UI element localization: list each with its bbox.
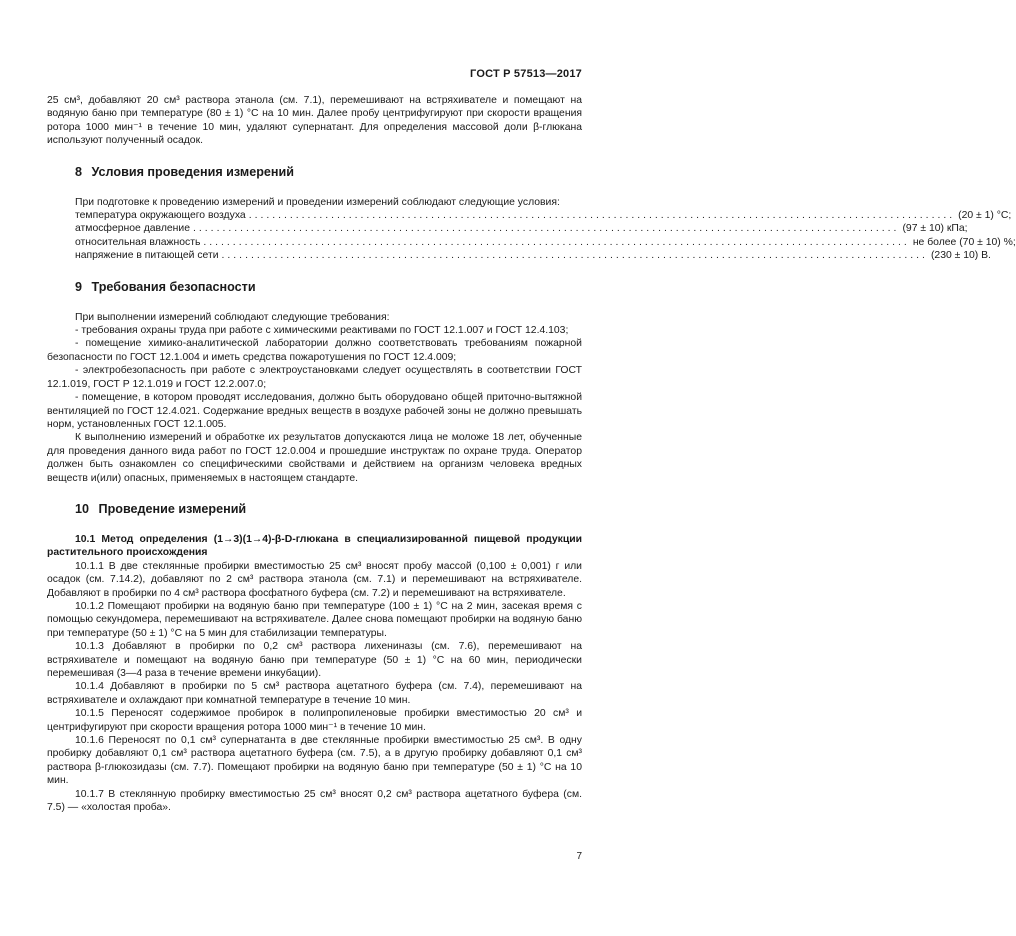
condition-label: относительная влажность [75,236,201,248]
condition-row [47,236,1016,249]
leader-dots: ........................................................................................................................ [203,236,910,248]
condition-row [47,222,968,235]
condition-row [47,209,1012,222]
condition-value: (230 ± 10) В. [930,250,991,262]
leader-dots: ........................................................................................................................ [221,250,928,262]
section-8-heading [75,164,582,180]
page-number: 7 [576,851,582,862]
procedure-step: 10.1.6 Переносят по 0,1 см³ супернатанта в две стеклянные пробирки вместимостью 25 см³. В одну пробирку добавляют 0,1 см³ раствора ацетатного буфера (см. 7.5), а в другую пробирку добавляют 0,1 см³ раствора β-глюкозидазы (см. 7.7). Помещают пробирки на водяную баню при температуре (50 ± 1) °С на 10 мин. [47,735,582,787]
condition-label: напряжение в питающей сети [75,250,219,262]
condition-value: (20 ± 1) °С; [958,210,1012,222]
section-title: Требования безопасности [91,279,256,294]
procedure-step: 10.1.7 В стеклянную пробирку вместимостью 25 см³ вносят 0,2 см³ раствора ацетатного буфера (см. 7.5) — «холостая проба». [47,788,582,814]
page-content [47,94,1016,814]
procedure-step: 10.1.4 Добавляют в пробирки по 5 см³ раствора ацетатного буфера (см. 7.4), перемешивают на встряхивателе и охлаждают при комнатной температуре в течение 10 мин. [47,681,582,706]
requirement-item: - помещение, в котором проводят исследования, должно быть оборудовано общей приточно-вытяжной вентиляцией по ГОСТ 12.4.021. Содержание вредных веществ в воздухе рабочей зоны не должно превышать норм, установленных ГОСТ 12.1.005. [47,392,582,430]
condition-label: атмосферное давление [75,223,191,235]
section-10-heading [75,501,582,517]
condition-label: температура окружающего воздуха [75,210,246,222]
section-number: 8 [75,164,83,179]
condition-value: (97 ± 10) кПа; [902,223,968,235]
procedure-step: 10.1.3 Добавляют в пробирки по 0,2 см³ раствора лихениназы (см. 7.6), перемешивают на встряхивателе и помещают на водяную баню при температуре (50 ± 1) °С на 60 мин, периодически перемешивая (3—4 раза в течение времени инкубации). [47,641,582,679]
section-number: 10 [75,501,90,516]
intro-paragraph: 25 см³, добавляют 20 см³ раствора этанола (см. 7.1), перемешивают на встряхивателе и помещают на водяную баню при температуре (80 ± 1) °С на 10 мин. Далее пробу центрифугируют при скорости вращения ротора 1000 мин⁻¹ в течение 10 мин, удаляют супернатант. Для определения массовой доли β-глюкана используют полученный осадок. [47,95,582,147]
subsection-title: 10.1 Метод определения (1→3)(1→4)-β-D-глюкана в специализированной пищевой продукции растительного происхождения [47,533,582,559]
procedure-step: 10.1.5 Переносят содержимое пробирок в полипропиленовые пробирки вместимостью 20 см³ и центрифугируют при скорости вращения ротора 1000 мин⁻¹ в течение 10 мин. [47,708,582,733]
requirement-item: - помещение химико-аналитической лаборатории должно соответствовать требованиям пожарной безопасности по ГОСТ 12.1.004 и иметь средства пожаротушения по ГОСТ 12.4.009; [47,338,582,363]
section-title: Проведение измерений [98,501,247,516]
document-code: ГОСТ Р 57513—2017 [470,68,582,80]
condition-row [47,249,991,262]
leader-dots: ........................................................................................................................ [248,210,956,222]
section-9-heading [75,279,582,295]
leader-dots: ........................................................................................................................ [193,223,900,235]
requirement-item: - требования охраны труда при работе с химическими реактивами по ГОСТ 12.1.007 и ГОСТ 12.4.103; [75,325,569,337]
condition-value: не более (70 ± 10) %; [912,236,1016,248]
section-9-closing: К выполнению измерений и обработке их результатов допускаются лица не моложе 18 лет, обученные для проведения данного вида работ по ГОСТ 12.0.004 и прошедшие инструктаж по охране труда. Оператор должен быть ознакомлен со специфическими свойствами и действием на организм человека вредных веществ и(или) опасных, применяемых в настоящем стандарте. [47,432,582,484]
section-9-intro: При выполнении измерений соблюдают следующие требования: [75,311,390,323]
requirement-item: - электробезопасность при работе с электроустановками следует осуществлять в соответствии ГОСТ 12.1.019, ГОСТ Р 12.1.019 и ГОСТ 12.2.007.0; [47,365,582,390]
procedure-step: 10.1.2 Помещают пробирки на водяную баню при температуре (100 ± 1) °С на 2 мин, засекая время с помощью секундомера, перемешивают на встряхивателе. Далее снова помещают пробирки на водяную баню при температуре (50 ± 1) °С на 5 мин для стабилизации температуры. [47,600,582,639]
section-title: Условия проведения измерений [91,164,294,179]
section-8-intro: При подготовке к проведению измерений и проведении измерений соблюдают следующие условия: [75,196,560,208]
section-number: 9 [75,279,83,294]
procedure-step: 10.1.1 В две стеклянные пробирки вместимостью 25 см³ вносят пробу массой (0,100 ± 0,001) г или осадок (см. 7.14.2), добавляют по 2 см³ раствора этанола (см. 7.1) и перемешивают на встряхивателе. Добавляют в пробирки по 4 см³ раствора фосфатного буфера (см. 7.2) и перемешивают на встряхивателе. [47,560,582,599]
